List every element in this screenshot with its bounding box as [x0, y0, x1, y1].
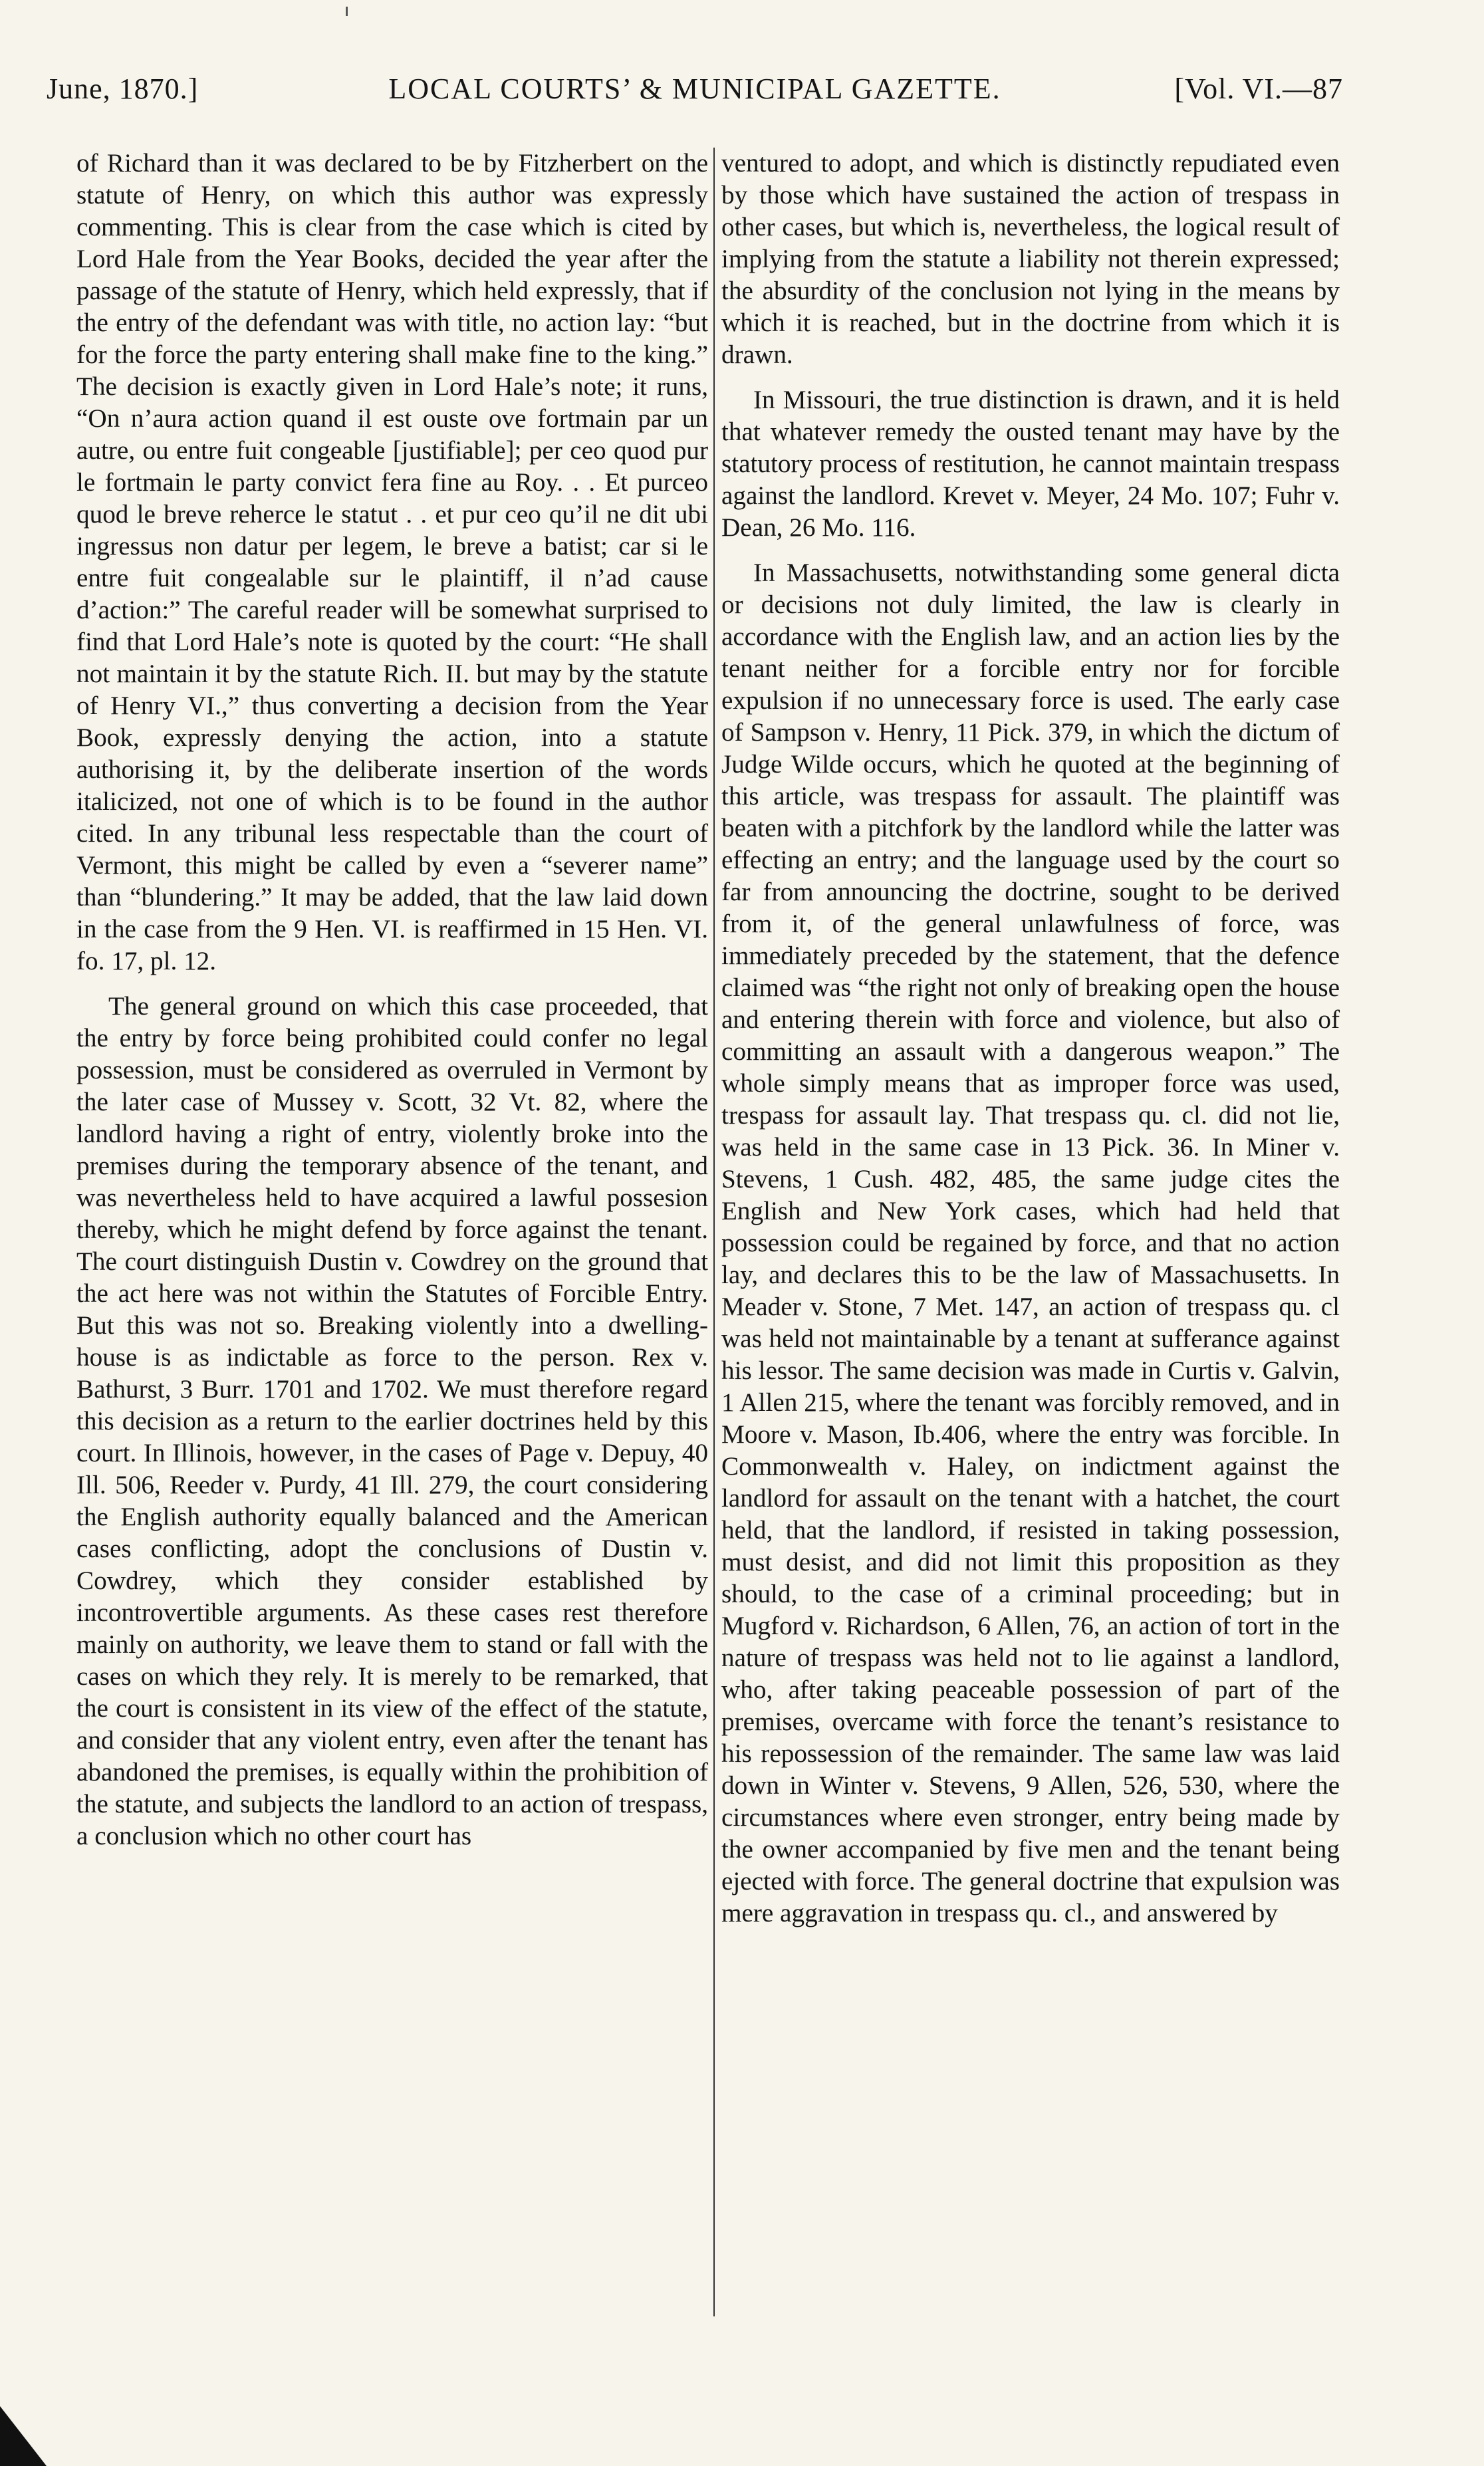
column-divider: [713, 148, 715, 2316]
right-paragraph-1: ventured to adopt, and which is distinctly repudiated even by those which have sustained the action of trespass in other cases, but which is, nevertheless, the logical result of implying from the statute a liability not therein expressed; the absurdity of the conclusion not lying in the means by which it is reached, but in the doctrine from which it is drawn.: [721, 149, 1340, 369]
right-paragraph-2: In Missouri, the true distinction is drawn, and it is held that whatever remedy the ousted tenant may have by the statutory process of restitution, he cannot maintain trespass against the landlord. Krevet v. Meyer, 24 Mo. 107; Fuhr v. Dean, 26 Mo. 116.: [721, 386, 1340, 542]
left-paragraph-1: of Richard than it was declared to be by Fitzherbert on the statute of Henry, on which this author was expressly commenting. This is clear from the case which is cited by Lord Hale from the Year Books, decided the year after the passage of the statute of Henry, which held expressly, that if the entry of the defendant was with title, no action lay: “but for the force the party entering shall make fine to the king.” The decision is exactly given in Lord Hale’s note; it runs, “On n’aura action quand il est ouste ove fortmain par un autre, ou entre fuit congeable [justifiable]; per ceo quod pur le fortmain le party convict fera fine au Roy. . . Et purceo quod le breve reherce le statut . . et pur ceo qu’il ne dit ubi ingressus non datur per legem, le breve a batist; car si le entre fuit congealable sur le plaintiff, il n’ad cause d’action:” The careful reader will be somewhat surprised to find that Lord Hale’s note is quoted by the court: “He shall not maintain it by the statute Rich. II. but may by the statute of Henry VI.,” thus converting a decision from the Year Book, expressly denying the action, into a statute authorising it, by the deliberate insertion of the words italicized, not one of which is to be found in the author cited. In any tribunal less respectable than the court of Vermont, this might be called by even a “severer name” than “blundering.” It may be added, that the law laid down in the case from the 9 Hen. VI. is reaffirmed in 15 Hen. VI. fo. 17, pl. 12.: [76, 149, 708, 975]
page-corner-shadow: [0, 2406, 47, 2466]
right-column: [721, 148, 1340, 1929]
pencil-mark: [346, 7, 348, 16]
left-paragraph-2: The general ground on which this case proceeded, that the entry by force being prohibited could confer no legal possession, must be considered as overruled in Vermont by the later case of Mussey v. Scott, 32 Vt. 82, where the landlord having a right of entry, violently broke into the premises during the temporary absence of the tenant, and was nevertheless held to have acquired a lawful possesion thereby, which he might defend by force against the tenant. The court distinguish Dustin v. Cowdrey on the ground that the act here was not within the Statutes of Forcible Entry. But this was not so. Breaking violently into a dwelling-house is as indictable as force to the person. Rex v. Bathurst, 3 Burr. 1701 and 1702. We must therefore regard this decision as a return to the earlier doctrines held by this court. In Illinois, however, in the cases of Page v. Depuy, 40 Ill. 506, Reeder v. Purdy, 41 Ill. 279, the court considering the English authority equally balanced and the American cases conflicting, adopt the conclusions of Dustin v. Cowdrey, which they consider established by incontrovertible arguments. As these cases rest therefore mainly on authority, we leave them to stand or fall with the cases on which they rely. It is merely to be remarked, that the court is consistent in its view of the effect of the statute, and consider that any violent entry, even after the tenant has abandoned the premises, is equally within the prohibition of the statute, and subjects the landlord to an action of trespass, a conclusion which no other court has: [76, 992, 708, 1850]
header-volume: [Vol. VI.—87: [1174, 72, 1343, 105]
right-paragraph-3: In Massachusetts, notwithstanding some general dicta or decisions not duly limited, the law is clearly in accordance with the English law, and an action lies by the tenant neither for a forcible entry nor for forcible expulsion if no unnecessary force is used. The early case of Sampson v. Henry, 11 Pick. 379, in which the dictum of Judge Wilde occurs, which he quoted at the beginning of this article, was trespass for assault. The plaintiff was beaten with a pitchfork by the landlord while the latter was effecting an entry; and the language used by the court so far from announcing the doctrine, sought to be derived from it, of the general unlawfulness of force, was immediately preceded by the statement, that the defence claimed was “the right not only of breaking open the house and entering therein with force and violence, but also of committing an assault with a dangerous weapon.” The whole simply means that as improper force was used, trespass for assault lay. That trespass qu. cl. did not lie, was held in the same case in 13 Pick. 36. In Miner v. Stevens, 1 Cush. 482, 485, the same judge cites the English and New York cases, which had held that possession could be regained by force, and that no action lay, and declares this to be the law of Massachusetts. In Meader v. Stone, 7 Met. 147, an action of trespass qu. cl was held not maintainable by a tenant at sufferance against his lessor. The same decision was made in Curtis v. Galvin, 1 Allen 215, where the tenant was forcibly removed, and in Moore v. Mason, Ib.406, where the entry was forcible. In Commonwealth v. Haley, on indictment against the landlord for assault on the tenant with a hatchet, the court held, that the landlord, if resisted in taking possession, must desist, and did not limit this proposition as they should, to the case of a criminal proceeding; but in Mugford v. Richardson, 6 Allen, 76, an action of tort in the nature of trespass was held not to lie against a landlord, who, after taking peaceable possession of part of the premises, overcame with force the tenant’s resistance to his repossession of the remainder. The same law was laid down in Winter v. Stevens, 9 Allen, 526, 530, where the circumstances where even stronger, entry being made by the owner accompanied by five men and the tenant being ejected with force. The general doctrine that expulsion was mere aggravation in trespass qu. cl., and answered by: [721, 558, 1340, 1927]
left-column: [76, 148, 708, 1852]
running-header: [47, 72, 1343, 118]
header-date: June, 1870.]: [47, 72, 199, 105]
header-title: LOCAL COURTS’ & MUNICIPAL GAZETTE.: [388, 72, 1001, 105]
